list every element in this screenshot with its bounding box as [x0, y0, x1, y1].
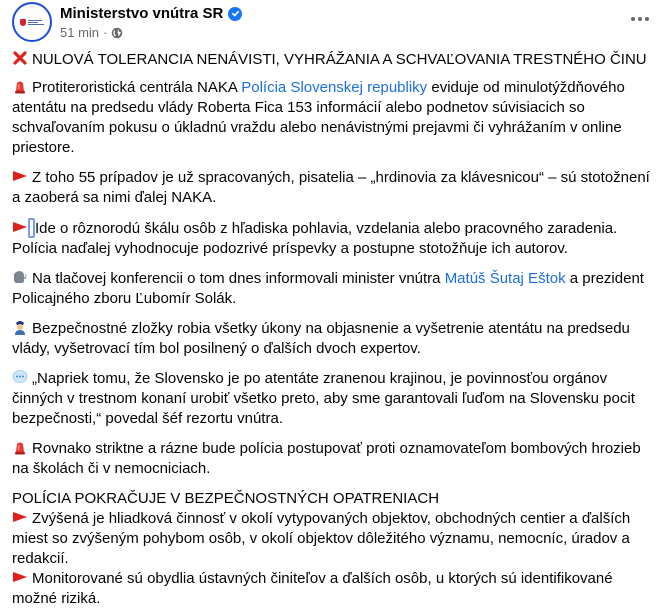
- page-name[interactable]: Ministerstvo vnútra SR: [60, 5, 224, 22]
- paragraph-security-forces: Bezpečnostné zložky robia všetky úkony na objasnenie a vyšetrenie atentátu na predsedu vlády, vyšetrovací tím bol posilnený o ďalších dvoch expertov.: [12, 320, 630, 357]
- triangular-flag-icon: [12, 219, 28, 235]
- paragraph-press-conference: Na tlačovej konferencii o tom dnes informovali minister vnútra Matúš Šutaj Eštok a prezident Policajného zboru Ľubomír Solák.: [12, 270, 644, 307]
- text-cursor-highlight: [28, 218, 35, 238]
- post-body: [12, 50, 660, 609]
- paragraph-naka: Protiteroristická centrála NAKA Polícia Slovenskej republiky eviduje od minulotýždňového atentátu na predsedu vlády Roberta Fica 153 informácií alebo podnetov súvisiacich so schvaľovaním pokusu o úkladnú vraždu alebo nenávistnými prejavmi či vyhrážaním v online priestore.: [12, 79, 625, 156]
- post-title: NULOVÁ TOLERANCIA NENÁVISTI, VYHRÁŽANIA A SCHVAĽOVANIA TRESTNÉHO ČINU: [12, 50, 660, 70]
- triangular-flag-icon: [12, 509, 28, 525]
- section-heading: POLÍCIA POKRAČUJE V BEZPEČNOSTNÝCH OPATRENIACH: [12, 490, 440, 507]
- globe-icon[interactable]: [111, 27, 123, 39]
- more-options-button[interactable]: [628, 12, 652, 26]
- police-light-icon: [12, 78, 28, 94]
- link-matus-sutaj-estok[interactable]: Matúš Šutaj Eštok: [444, 270, 566, 287]
- triangular-flag-icon: [12, 168, 28, 184]
- paragraph-processed-cases: Z toho 55 prípadov je už spracovaných, pisatelia – „hrdinovia za klávesnicou“ – sú stotožnení a zaoberá sa nimi ďalej NAKA.: [12, 169, 650, 206]
- meta-separator: ·: [103, 25, 108, 40]
- slovak-shield-icon: [20, 19, 26, 26]
- police-light-icon: [12, 439, 28, 455]
- triangular-flag-icon: [12, 569, 28, 585]
- speaking-head-icon: [12, 269, 28, 285]
- post-header: [12, 0, 660, 48]
- link-policia-sr[interactable]: Polícia Slovenskej republiky: [241, 79, 428, 96]
- paragraph-quote: „Napriek tomu, že Slovensko je po atentáte zranenou krajinou, je povinnosťou orgánov činných v trestnom konaní urobiť všetko preto, aby sme garantovali ľuďom na Slovensku pocit bezpečnosti,“ povedal šéf rezortu vnútra.: [12, 370, 635, 427]
- red-x-icon: [12, 50, 28, 66]
- page-avatar[interactable]: [12, 2, 52, 42]
- paragraph-bomb-threats: Rovnako striktne a rázne bude polícia postupovať proti oznamovateľom bombových hrozieb na školách či v nemocniciach.: [12, 440, 641, 477]
- paragraph-diverse-persons: Ide o rôznorodú škálu osôb z hľadiska pohlavia, vzdelania alebo pracovného zaradenia. Polícia naďalej vyhodnocuje podozrivé príspevky a postupne stotožňuje ich autorov.: [12, 220, 618, 257]
- speech-bubble-icon: [12, 369, 28, 385]
- post-timestamp[interactable]: 51 min: [60, 25, 100, 40]
- police-officer-icon: [12, 319, 28, 335]
- section-item-monitoring: Monitorované sú obydlia ústavných činiteľov a ďalších osôb, u ktorých sú identifikované možné riziká.: [12, 570, 613, 607]
- post-meta: [60, 2, 242, 41]
- section-item-patrols: Zvýšená je hliadková činnosť v okolí vytypovaných objektov, obchodných centier a ďalších miest so zvýšeným pohybom osôb, v okolí objektov dôležitého významu, nemocníc, úradov a redakcií.: [12, 510, 631, 567]
- ministry-logo: [20, 19, 44, 26]
- verified-badge-icon: [228, 7, 242, 21]
